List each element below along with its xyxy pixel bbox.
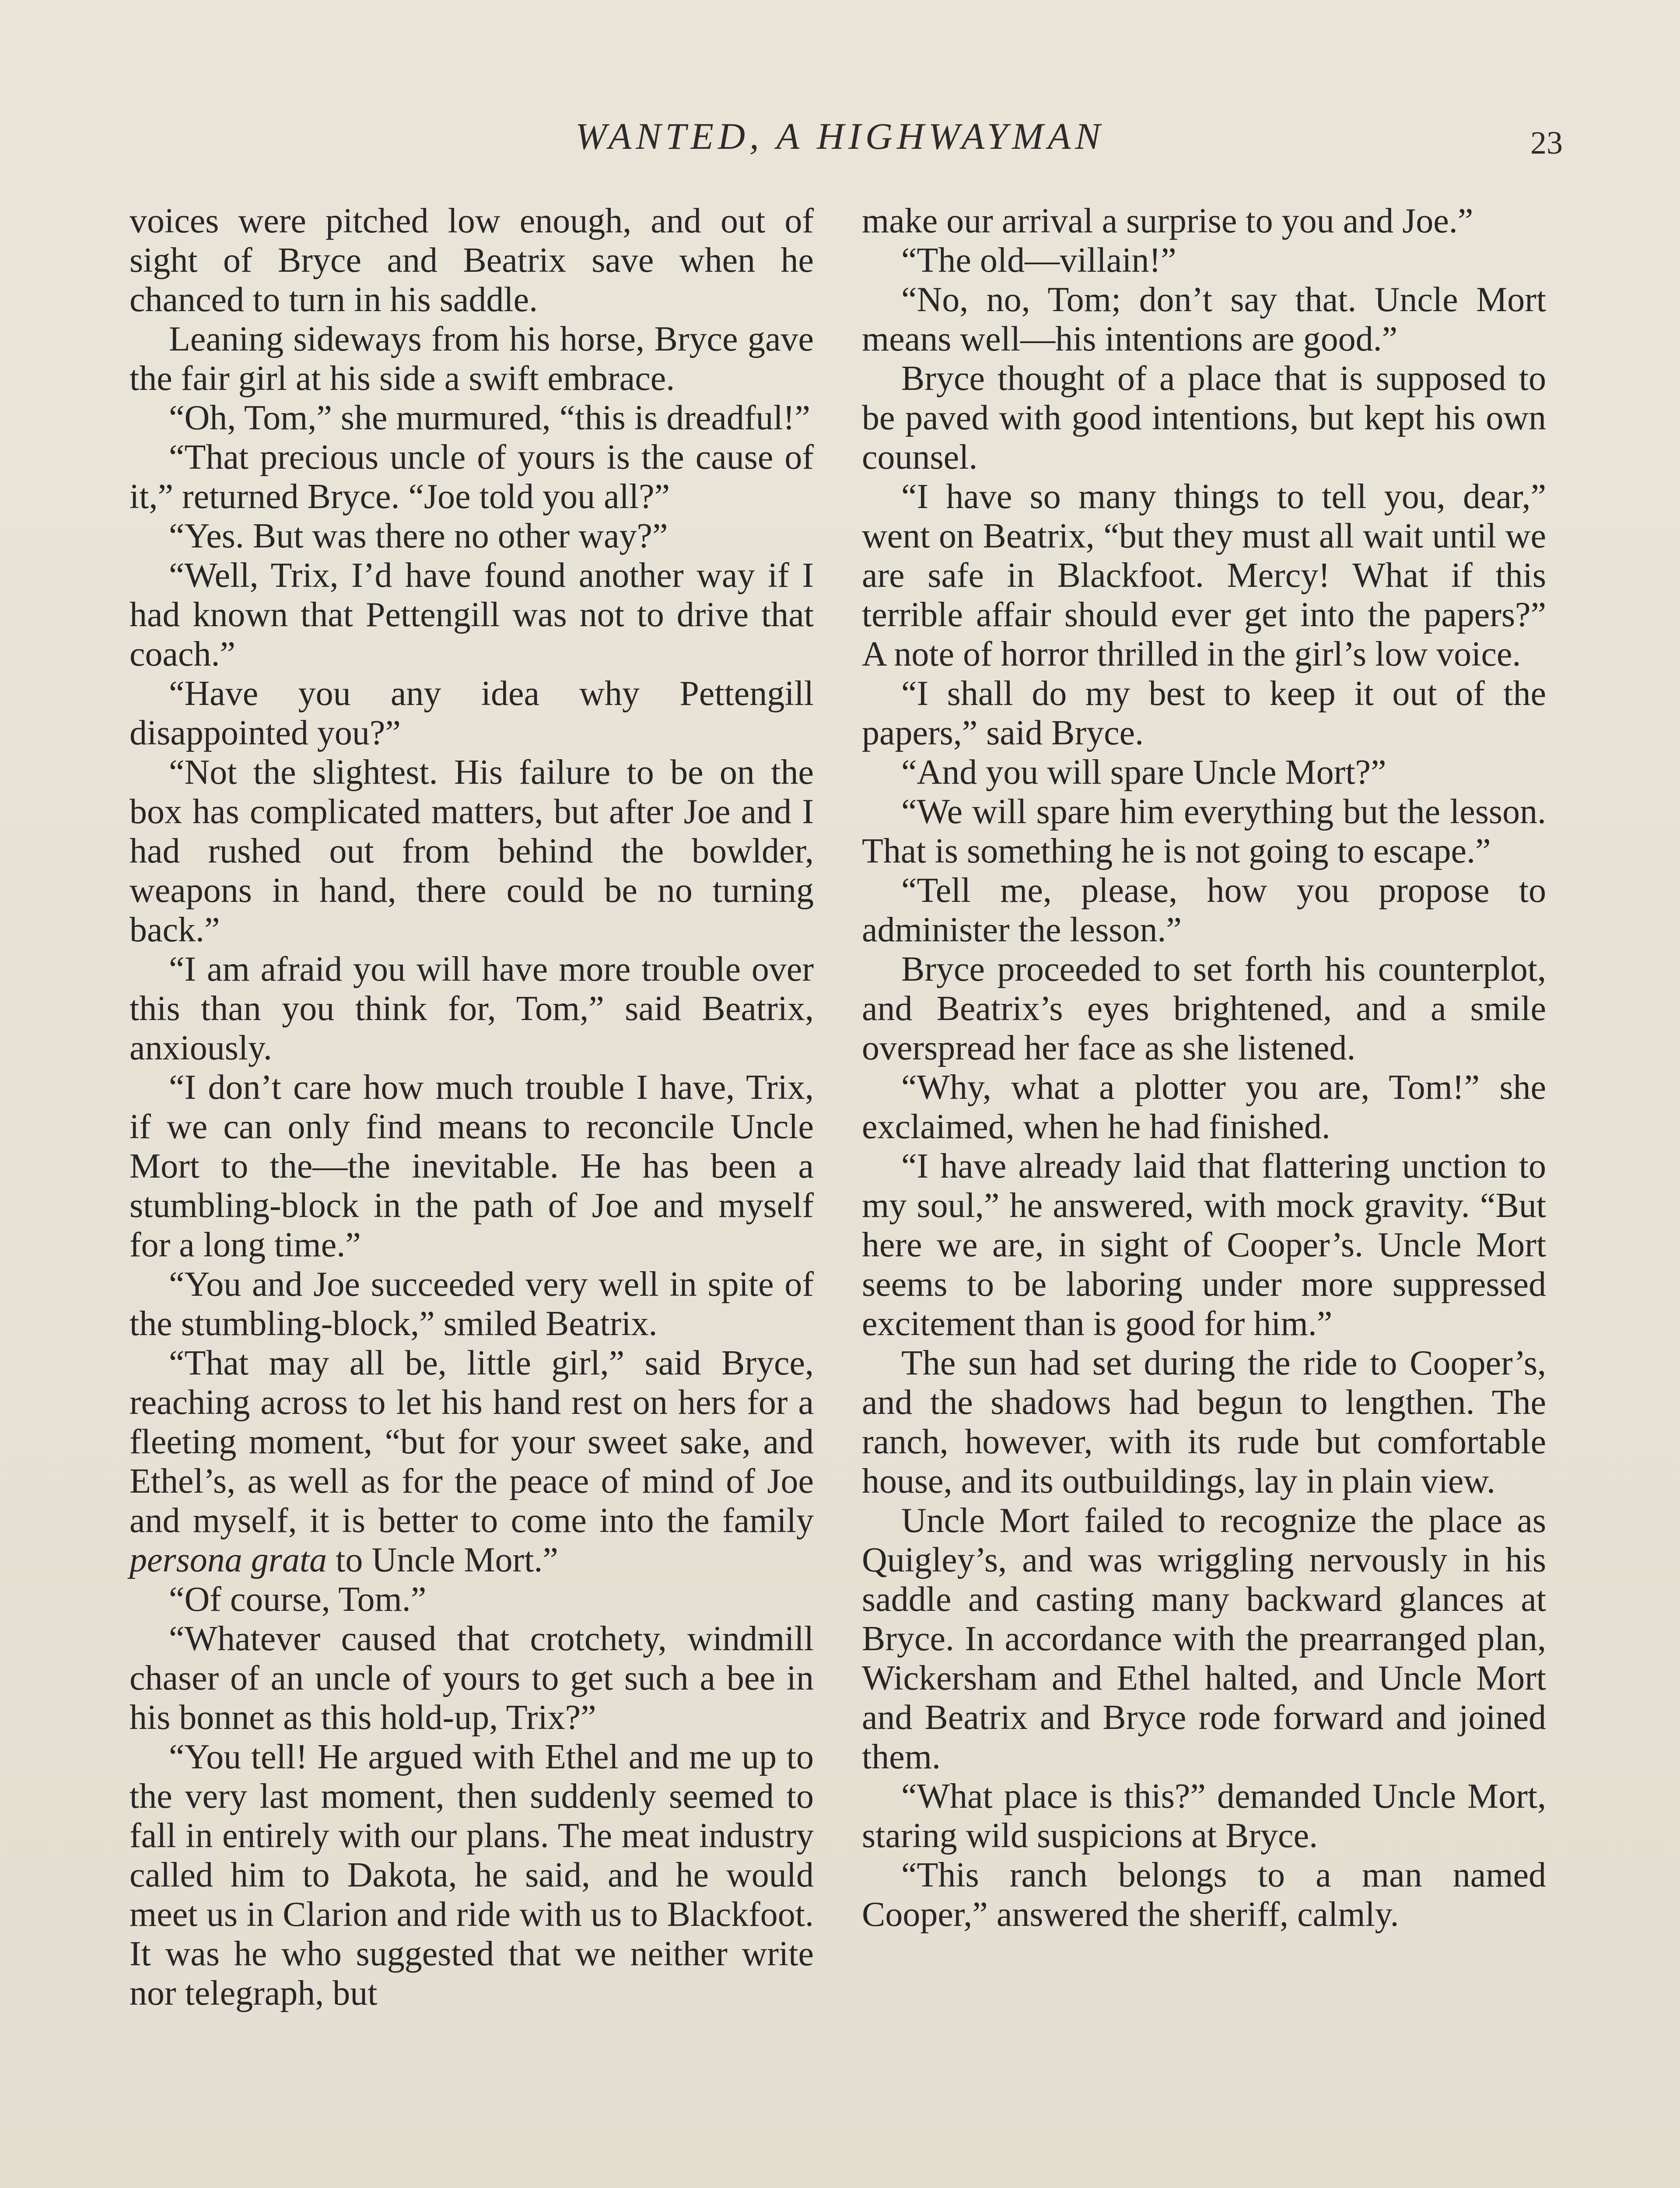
paragraph-text: “That may all be, little girl,” said Bryce, reaching across to let his hand rest on hers for a fleeting moment, “but for your sweet sake, and Ethel’s, as well as for the peace of mind of Joe and myself, it is better to come into the family — [130, 1344, 814, 1540]
paragraph: “Tell me, please, how you propose to administer the lesson.” — [862, 871, 1546, 949]
paragraph: “Not the slightest. His failure to be on the box has complicated matters, but after Joe and I had rushed out from behind the bowlder, weapons in hand, there could be no turning back.” — [130, 753, 814, 949]
paragraph: Uncle Mort failed to recognize the place as Quigley’s, and was wriggling nervously in his saddle and casting many backward glances at Bryce. In accordance with the prearranged plan, Wickersham and Ethel halted, and Uncle Mort and Beatrix and Bryce rode forward and joined them. — [862, 1501, 1546, 1776]
paragraph: Leaning sideways from his horse, Bryce gave the fair girl at his side a swift embrace. — [130, 320, 814, 398]
paragraph: “You and Joe succeeded very well in spite of the stumbling-block,” smiled Beatrix. — [130, 1265, 814, 1343]
paragraph: The sun had set during the ride to Cooper’s, and the shadows had begun to lengthen. The ranch, however, with its rude but comfortable house, and its outbuildings, lay in plain view. — [862, 1344, 1546, 1501]
page-number: 23 — [1530, 125, 1563, 161]
right-column — [862, 201, 1546, 1934]
paragraph: make our arrival a surprise to you and Joe.” — [862, 202, 1474, 240]
paragraph: “This ranch belongs to a man named Cooper,” answered the sheriff, calmly. — [862, 1856, 1546, 1934]
paragraph-with-italic — [130, 1343, 814, 1580]
paragraph: “I have so many things to tell you, dear,” went on Beatrix, “but they must all wait until we are safe in Blackfoot. Mercy! What if this terrible affair should ever get into the papers?” A note of horror thrilled in the girl’s low voice. — [862, 477, 1546, 673]
paragraph: “Whatever caused that crotchety, windmill chaser of an uncle of yours to get such a bee in his bonnet as this hold-up, Trix?” — [130, 1620, 814, 1737]
paragraph: “We will spare him everything but the lesson. That is something he is not going to escape.” — [862, 792, 1546, 870]
paragraph: “Why, what a plotter you are, Tom!” she exclaimed, when he had finished. — [862, 1068, 1546, 1146]
paragraph: “Have you any idea why Pettengill disappointed you?” — [130, 674, 814, 752]
paragraph: “What place is this?” demanded Uncle Mort, staring wild suspicions at Bryce. — [862, 1777, 1546, 1855]
paragraph: Bryce proceeded to set forth his counterplot, and Beatrix’s eyes brightened, and a smile overspread her face as she listened. — [862, 950, 1546, 1067]
paragraph: “No, no, Tom; don’t say that. Uncle Mort means well—his intentions are good.” — [862, 281, 1546, 358]
paragraph: “I don’t care how much trouble I have, Trix, if we can only find means to reconcile Uncle Mort to the—the inevitable. He has been a stumbling-block in the path of Joe and myself for a long time.” — [130, 1068, 814, 1264]
left-column — [130, 201, 814, 2013]
paragraph: “The old—villain!” — [901, 241, 1176, 280]
paragraph: “Yes. But was there no other way?” — [169, 517, 668, 555]
paragraph: “And you will spare Uncle Mort?” — [901, 753, 1386, 792]
paragraph: “I shall do my best to keep it out of the papers,” said Bryce. — [862, 674, 1546, 752]
paragraph: “Oh, Tom,” she murmured, “this is dreadful!” — [169, 399, 810, 437]
paragraph: “You tell! He argued with Ethel and me up to the very last moment, then suddenly seemed to fall in entirely with our plans. The meat industry called him to Dakota, he said, and he would meet us in Clarion and ride with us to Blackfoot. It was he who suggested that we neither write nor telegraph, but — [130, 1738, 814, 2013]
paragraph: “Of course, Tom.” — [169, 1580, 427, 1619]
paragraph: voices were pitched low enough, and out of sight of Bryce and Beatrix save when he chanced to turn in his saddle. — [130, 202, 814, 319]
paragraph: “I have already laid that flattering unction to my soul,” he answered, with mock gravity. “But here we are, in sight of Cooper’s. Uncle Mort seems to be laboring under more suppressed excitement than is good for him.” — [862, 1147, 1546, 1343]
running-head-title: WANTED, A HIGHWAYMAN — [575, 115, 1105, 157]
paragraph: “That precious uncle of yours is the cause of it,” returned Bryce. “Joe told you all?” — [130, 438, 814, 516]
paragraph: “I am afraid you will have more trouble over this than you think for, Tom,” said Beatrix, anxiously. — [130, 950, 814, 1067]
italic-phrase: persona grata — [130, 1541, 327, 1579]
paragraph: Bryce thought of a place that is supposed to be paved with good intentions, but kept his own counsel. — [862, 359, 1546, 477]
paragraph-tail: to Uncle Mort.” — [327, 1541, 558, 1579]
paragraph: “Well, Trix, I’d have found another way if I had known that Pettengill was not to drive that coach.” — [130, 556, 814, 673]
